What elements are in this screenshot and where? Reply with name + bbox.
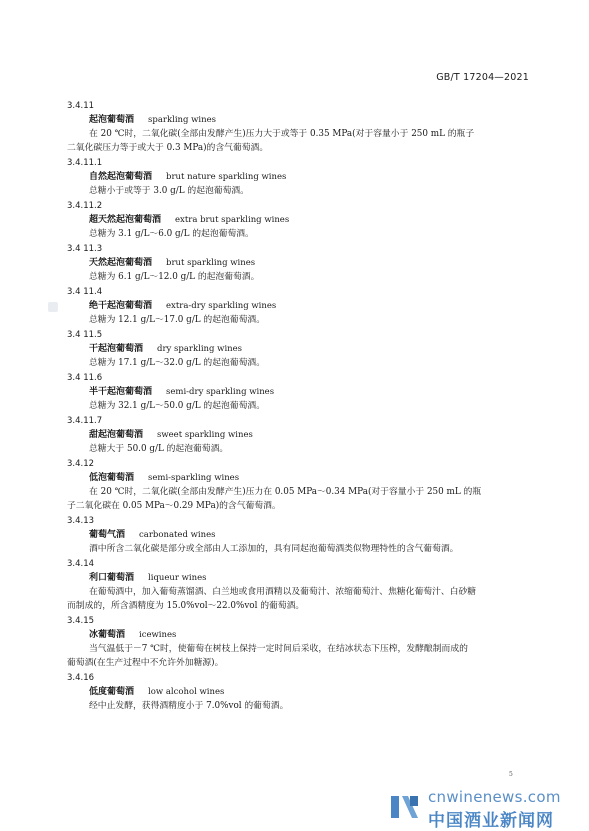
term-heading [89,170,537,184]
standard-number: GB/T 17204—2021 [436,72,529,83]
definition-line: 在葡萄酒中，加入葡萄蒸馏酒、白兰地或食用酒精以及葡萄汁、浓缩葡萄汁、焦糖化葡萄汁、白砂糖 [89,587,477,597]
term-entry [67,372,537,413]
term-english: icewines [139,630,177,640]
term-entry [67,558,537,613]
site-watermark [388,788,578,831]
clause-number: 3.4.16 [67,673,95,683]
term-entry [67,243,537,284]
term-chinese: 绝干起泡葡萄酒 [89,301,153,311]
term-heading [89,528,537,542]
term-chinese: 超天然起泡葡萄酒 [89,215,162,225]
term-english: brut nature sparkling wines [166,172,287,182]
definition-line: 总糖为 17.1 g/L～32.0 g/L 的起泡葡萄酒。 [89,358,265,368]
term-entry [67,157,537,198]
term-heading [89,628,537,642]
clause-number: 3.4 11.5 [67,330,103,340]
definition-line: 而制成的，所含酒精度为 15.0%vol～22.0%vol 的葡萄酒。 [67,601,305,611]
term-english: sweet sparkling wines [157,430,253,440]
term-entry [67,415,537,456]
term-entry [67,100,537,155]
term-english: semi-sparkling wines [148,473,240,483]
term-entry [67,200,537,241]
watermark-url: cnwinenews.com [428,788,561,806]
term-chinese: 低泡葡萄酒 [89,473,135,483]
term-english: sparkling wines [148,115,217,125]
clause-number: 3.4.13 [67,516,95,526]
definition-line: 总糖为 12.1 g/L～17.0 g/L 的起泡葡萄酒。 [89,315,265,325]
margin-mark [48,302,58,312]
term-heading [89,256,537,270]
clause-number: 3.4.12 [67,459,95,469]
term-chinese: 自然起泡葡萄酒 [89,172,153,182]
term-chinese: 天然起泡葡萄酒 [89,258,153,268]
term-heading [89,385,537,399]
clause-number: 3.4.11 [67,101,95,111]
term-english: dry sparkling wines [157,344,243,354]
definition-line: 子二氧化碳在 0.05 MPa～0.29 MPa)的含气葡萄酒。 [67,501,281,511]
term-heading [89,213,537,227]
term-entry [67,615,537,670]
term-heading [89,571,537,585]
term-chinese: 葡萄气酒 [89,530,126,540]
definition-line: 总糖为 3.1 g/L～6.0 g/L 的起泡葡萄酒。 [89,229,254,239]
term-english: brut sparkling wines [166,258,256,268]
term-heading [89,428,537,442]
term-chinese: 起泡葡萄酒 [89,115,135,125]
term-entry [67,286,537,327]
term-english: low alcohol wines [148,687,225,697]
clause-number: 3.4.15 [67,616,95,626]
term-english: carbonated wines [139,530,216,540]
clause-number: 3.4 11.4 [67,287,103,297]
clause-number: 3.4.11.1 [67,158,103,168]
term-english: semi-dry sparkling wines [166,387,275,397]
term-entry [67,515,537,556]
term-english: liqueur wines [148,573,207,583]
clause-number: 3.4.11.7 [67,416,103,426]
term-heading [89,113,537,127]
term-entry [67,672,537,713]
definition-line: 总糖小于或等于 3.0 g/L 的起泡葡萄酒。 [89,186,249,196]
term-chinese: 低度葡萄酒 [89,687,135,697]
term-english: extra brut sparkling wines [175,215,290,225]
term-entry [67,458,537,513]
definition-line: 在 20 ℃时，二氧化碳(全部由发酵产生)压力大于或等于 0.35 MPa(对于容量小于 250 mL 的瓶子 [89,129,475,139]
term-entry [67,329,537,370]
definition-line: 二氧化碳压力等于或大于 0.3 MPa)的含气葡萄酒。 [67,143,269,153]
term-chinese: 甜起泡葡萄酒 [89,430,144,440]
definition-line: 经中止发酵，获得酒精度小于 7.0%vol 的葡萄酒。 [89,701,289,711]
clause-number: 3.4 11.3 [67,244,103,254]
definition-line: 酒中所含二氧化碳是部分或全部由人工添加的，具有同起泡葡萄酒类似物理特性的含气葡萄酒。 [89,544,459,554]
definition-line: 总糖大于 50.0 g/L 的起泡葡萄酒。 [89,444,229,454]
clause-number: 3.4.14 [67,559,95,569]
term-heading [89,299,537,313]
term-english: extra-dry sparkling wines [166,301,277,311]
wine-logo-icon [388,790,422,824]
term-chinese: 利口葡萄酒 [89,573,135,583]
term-chinese: 半干起泡葡萄酒 [89,387,153,397]
page-number: 5 [509,771,513,778]
term-chinese: 冰葡萄酒 [89,630,126,640]
term-chinese: 干起泡葡萄酒 [89,344,144,354]
term-heading [89,685,537,699]
clause-number: 3.4 11.6 [67,373,103,383]
term-heading [89,471,537,485]
definition-line: 总糖为 32.1 g/L～50.0 g/L 的起泡葡萄酒。 [89,401,265,411]
definition-line: 在 20 ℃时，二氧化碳(全部由发酵产生)压力在 0.05 MPa～0.34 MPa(对于容量小于 250 mL 的瓶 [89,487,482,497]
terms-list [67,98,537,713]
definition-line: 当气温低于－7 ℃时，使葡萄在树枝上保持一定时间后采收，在结冰状态下压榨，发酵酿制而成的 [89,644,468,654]
watermark-site-name: 中国酒业新闻网 [428,811,554,831]
clause-number: 3.4.11.2 [67,201,103,211]
definition-line: 总糖为 6.1 g/L～12.0 g/L 的起泡葡萄酒。 [89,272,260,282]
term-heading [89,342,537,356]
definition-line: 葡萄酒(在生产过程中不允许外加糖源)。 [67,658,224,668]
